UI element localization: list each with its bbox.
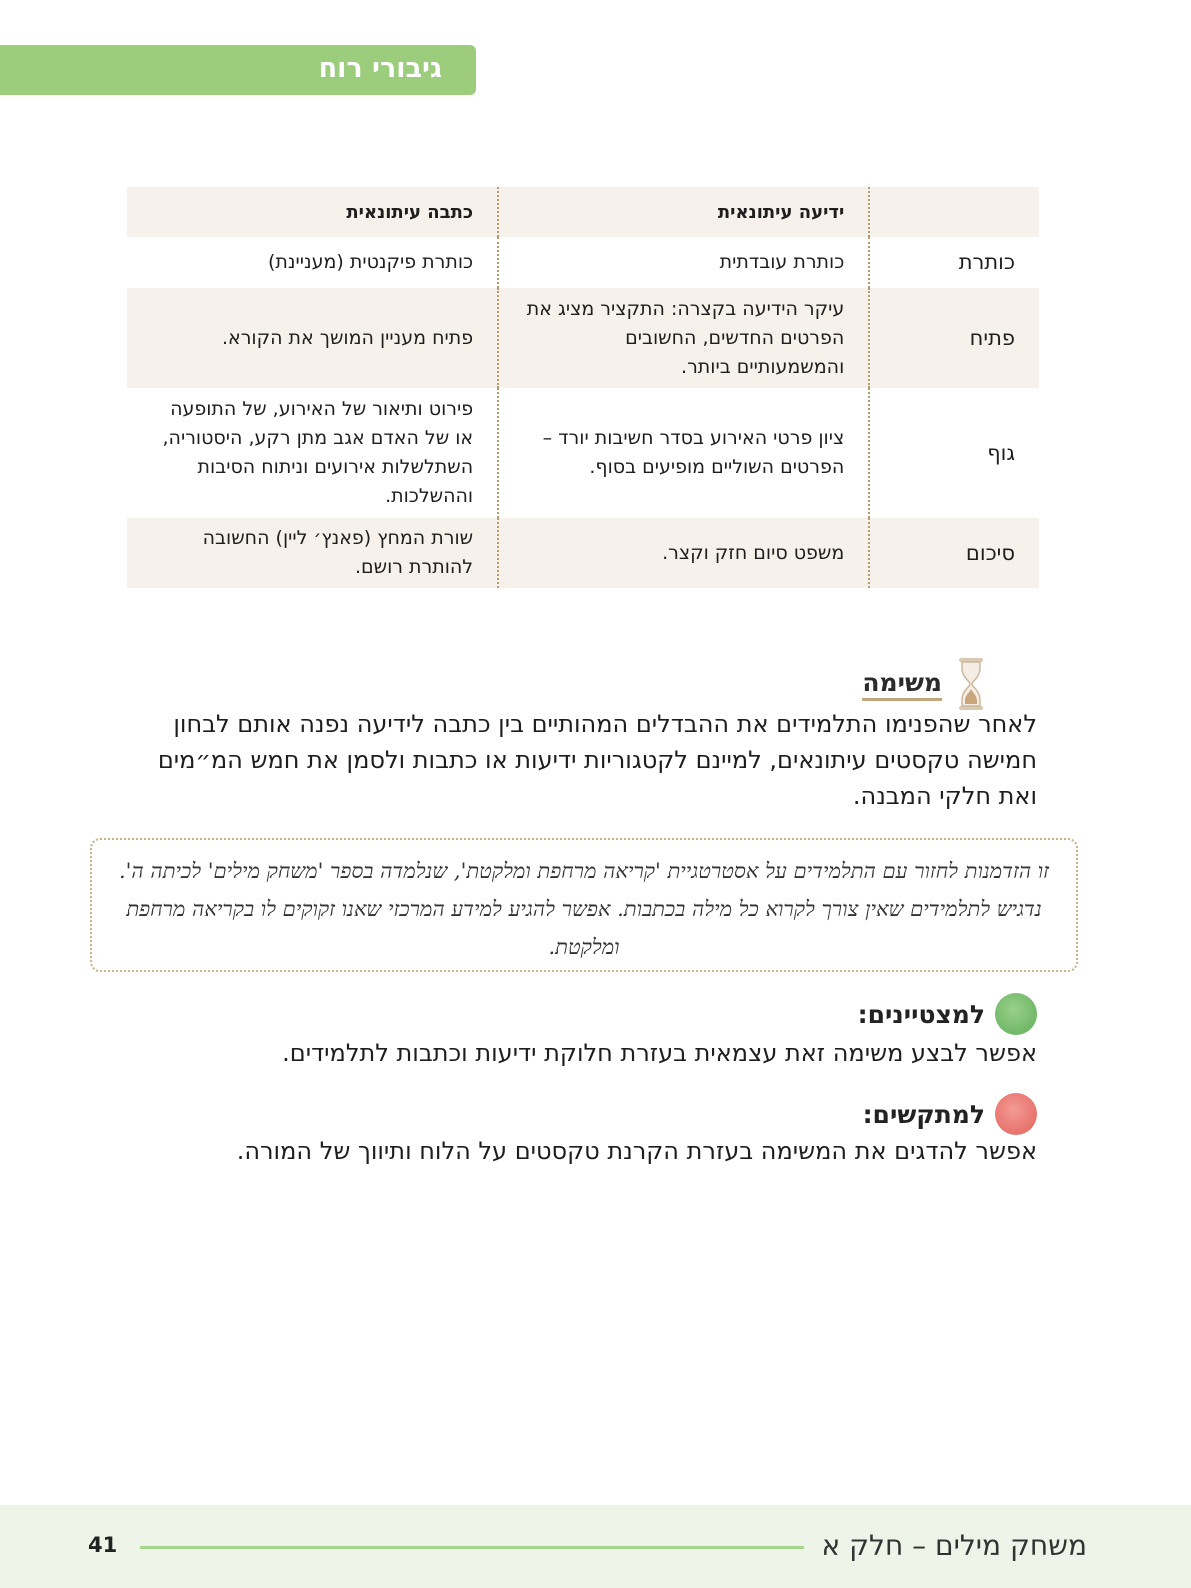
book-title: משחק מילים – חלק א	[821, 1529, 1087, 1562]
table-cell: כותרת עובדתית	[498, 237, 869, 288]
teacher-note-text: זו הזדמנות לחזור עם התלמידים על אסטרטגיית 'קריאה מרחפת ומלקטת', שנלמדה בספר 'משחק מילים' לכיתה ה'. נדגיש לתלמידים שאין צורך לקרוא כל מילה בכתבות. אפשר להגיע למידע המרכזי שאנו זקוקים לו בקריאה מרחפת ומלקטת.	[118, 859, 1050, 959]
struggling-text: אפשר להדגים את המשימה בעזרת הקרנת טקסטים על הלוח ותיווך של המורה.	[236, 1137, 1037, 1165]
row-label: פתיח	[869, 288, 1039, 388]
task-description: לאחר שהפנימו התלמידים את ההבדלים המהותיים בין כתבה לידיעה נפנה אותם לבחון חמישה טקסטים עיתונאים, למיינם לקטגוריות ידיעות או כתבות ולסמן את חמש המ״מים ואת חלקי המבנה.	[157, 710, 1037, 810]
page-number: 41	[88, 1533, 118, 1557]
table-header-cell: ידיעה עיתונאית	[498, 187, 869, 237]
red-circle-icon	[995, 1093, 1037, 1135]
teacher-note-box	[90, 838, 1078, 972]
table-cell: פתיח מעניין המושך את הקורא.	[221, 326, 474, 349]
table-cell: משפט סיום חזק וקצר.	[498, 518, 869, 588]
task-title: משימה	[862, 668, 942, 701]
row-label: גוף	[869, 388, 1039, 518]
green-circle-icon	[995, 993, 1037, 1035]
table-cell: עיקר הידיעה בקצרה: התקציר מציג את הפרטים החדשים, החשובים והמשמעותיים ביותר.	[498, 288, 869, 388]
comparison-table	[127, 187, 1039, 588]
table-cell: ציון פרטי האירוע בסדר חשיבות יורד – הפרטים השוליים מופיעים בסוף.	[498, 388, 869, 518]
table-header-cell	[869, 187, 1039, 237]
hourglass-icon	[956, 656, 986, 712]
table-row	[127, 388, 1039, 518]
struggling-heading	[863, 1093, 1037, 1135]
table-header-row	[127, 187, 1039, 237]
table-cell: פירוט ותיאור של האירוע, של התופעה או של האדם אגב מתן רקע, היסטוריה, השתלשלות אירועים וניתוח הסיבות וההשלכות.	[162, 398, 474, 507]
table-cell: כותרת פיקנטית (מעניינת)	[268, 251, 474, 273]
footer-divider	[140, 1546, 804, 1549]
table-row	[127, 518, 1039, 588]
chapter-title: גיבורי רוח	[318, 53, 442, 84]
table-row	[127, 237, 1039, 288]
struggling-title: למתקשים:	[862, 1099, 985, 1129]
advanced-title: למצטיינים:	[857, 999, 985, 1029]
page-footer	[0, 1505, 1191, 1588]
table-header-cell: כתבה עיתונאית	[346, 201, 474, 223]
task-heading	[862, 656, 986, 712]
chapter-tab	[0, 45, 476, 95]
table-row	[127, 288, 1039, 388]
row-label: כותרת	[869, 237, 1039, 288]
row-label: סיכום	[869, 518, 1039, 588]
advanced-text: אפשר לבצע משימה זאת עצמאית בעזרת חלוקת ידיעות וכתבות לתלמידים.	[282, 1039, 1037, 1067]
table-cell: שורת המחץ (פאנץ׳ ליין) החשובה להותרת רושם.	[202, 527, 474, 578]
advanced-heading	[858, 993, 1037, 1035]
